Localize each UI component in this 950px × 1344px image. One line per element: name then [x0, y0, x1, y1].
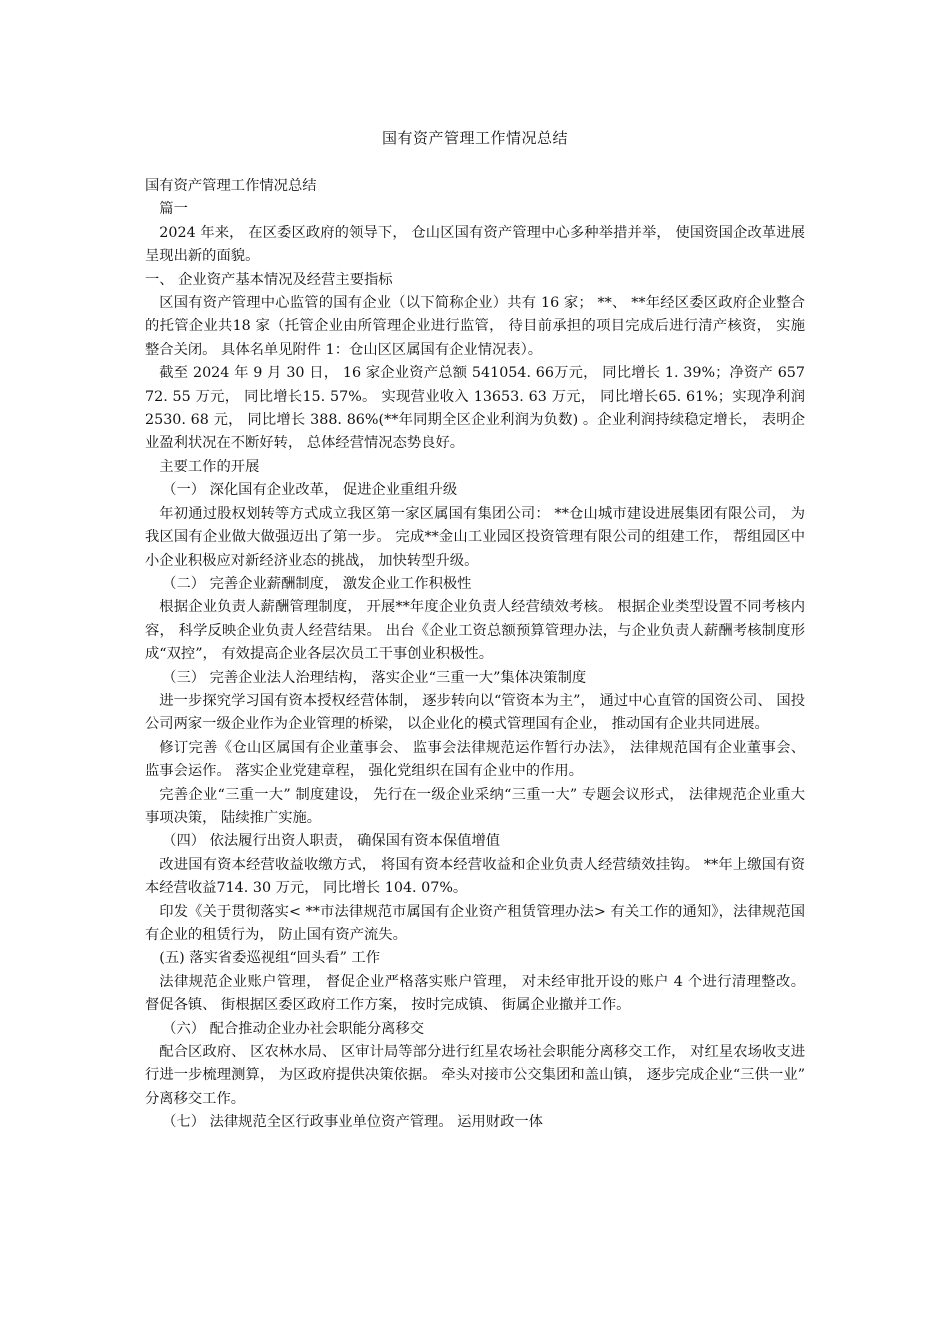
paragraph: 完善企业“三重一大” 制度建设， 先行在一级企业采纳“三重一大” 专题会议形式， 法律规范企业重大事项决策， 陆续推广实施。 [145, 786, 805, 826]
paragraph: 法律规范企业账户管理， 督促企业严格落实账户管理， 对未经审批开设的账户 4 个进行清理整改。 督促各镇、 街根据区委区政府工作方案， 按时完成镇、 街属企业撤并工作。 [145, 973, 805, 1014]
paragraph: （三） 完善企业法人治理结构， 落实企业“三重一大”集体决策制度 [162, 669, 587, 686]
paragraph: （四） 依法履行出资人职责， 确保国有资本保值增值 [162, 833, 501, 850]
document-body [145, 175, 805, 1135]
paragraph: 配合区政府、 区农林水局、 区审计局等部分进行红星农场社会职能分离移交工作， 对红星农场收支进行进一步梳理测算， 为区政府提供决策依据。 牵头对接市公交集团和盖山镇， 逐步完成企业“三供一业” 分离移交工作。 [145, 1044, 805, 1107]
paragraph: 篇一 [159, 201, 188, 218]
paragraph: (五) 落实省委巡视组“回头看” 工作 [159, 950, 381, 967]
paragraph: 进一步探究学习国有资本授权经营体制， 逐步转向以“管资本为主”， 通过中心直管的国资公司、 国投公司两家一级企业作为企业管理的桥梁， 以企业化的模式管理国有企业， 推动国有企业共同进展。 [145, 692, 805, 733]
paragraph: 一、 企业资产基本情况及经营主要指标 [145, 271, 393, 288]
paragraph: 主要工作的开展 [159, 458, 260, 475]
paragraph: 改进国有资本经营收益收缴方式， 将国有资本经营收益和企业负责人经营绩效挂钩。 **年上缴国有资本经营收益714. 30 万元， 同比增长 104. 07%。 [145, 856, 805, 897]
paragraph: 区国有资产管理中心监管的国有企业（以下简称企业）共有 16 家； **、 **年经区委区政府企业整合的托管企业共18 家（托管企业由所管理企业进行监管， 待目前承担的项目完成后进行清产核资， 实施整合关闭。 具体名单见附件 1：仓山区区属国有企业情况表）。 [145, 295, 805, 358]
paragraph: 年初通过股权划转等方式成立我区第一家区属国有集团公司： **仓山城市建设进展集团有限公司， 为我区国有企业做大做强迈出了第一步。 完成**金山工业园区投资管理有限公司的组建工作， 帮组园区中小企业积极应对新经济业态的挑战， 加快转型升级。 [145, 505, 805, 569]
paragraph: 修订完善《仓山区属国有企业董事会、 监事会法律规范运作暂行办法》， 法律规范国有企业董事会、 监事会运作。 落实企业党建章程， 强化党组织在国有企业中的作用。 [145, 739, 805, 780]
paragraph: （一） 深化国有企业改革， 促进企业重组升级 [162, 482, 458, 499]
paragraph: （二） 完善企业薪酬制度， 激发企业工作积极性 [162, 575, 472, 592]
document-title: 国有资产管理工作情况总结 [381, 129, 568, 147]
paragraph: 根据企业负责人薪酬管理制度， 开展**年度企业负责人经营绩效考核。 根据企业类型设置不同考核内容， 科学反映企业负责人经营结果。 出台《企业工资总额预算管理办法，与企业负责人薪酬考核制度形成“双控”， 有效提高企业各层次员工干事创业积极性。 [145, 599, 805, 663]
paragraph: 2024 年来， 在区委区政府的领导下， 仓山区国有资产管理中心多种举措并举， 使国资国企改革进展呈现出新的面貌。 [145, 224, 805, 265]
paragraph: （七） 法律规范全区行政事业单位资产管理。 运用财政一体 [162, 1114, 543, 1131]
paragraph: 截至 2024 年 9 月 30 日， 16 家企业资产总额 541054. 66万元， 同比增长 1. 39%；净资产 65772. 55 万元， 同比增长15. 57%。 实现营业收入 13653. 63 万元， 同比增长65. 61%；实现净利润 2530. 68 元， 同比增长 388. 86%(**年同期全区企业利润为负数) 。企业利润持续稳定增长， 表明企业盈利状况在不断好转， 总体经营情况态势良好。 [145, 365, 805, 452]
paragraph: 印发《关于贯彻落实< **市法律规范市属国有企业资产租赁管理办法> 有关工作的通知》，法律规范国有企业的租赁行为， 防止国有资产流失。 [145, 903, 805, 943]
paragraph: （六） 配合推动企业办社会职能分离移交 [162, 1020, 425, 1037]
paragraph: 国有资产管理工作情况总结 [145, 178, 317, 194]
